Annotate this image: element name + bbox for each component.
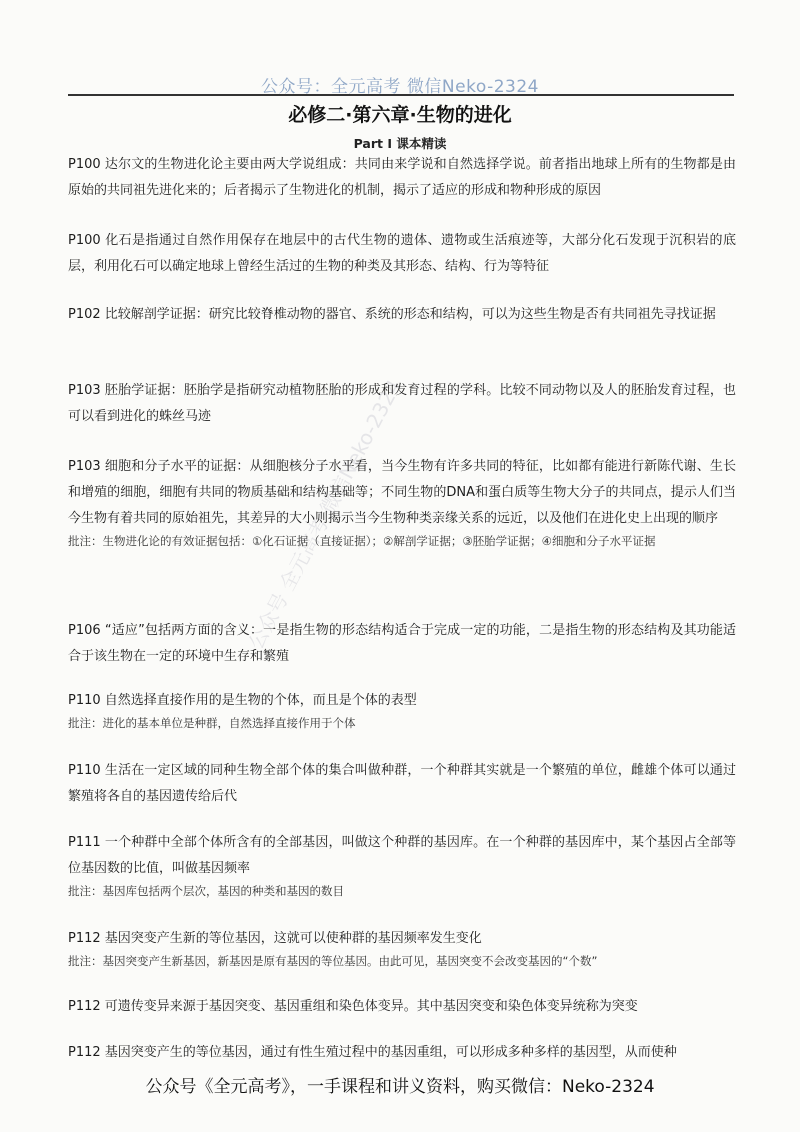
- entry-p100-fossil: [68, 228, 736, 280]
- document-page: 公众号：全元高考 微信Neko-2324 必修二·第六章·生物的进化 Part I 课本精读 公众号 全元高考 微信Neko-2324 P100 达尔文的生物进化论主要由两大学说组成：共同由来学说和自然选择学说。前者指出地球上所有的生物都是由原始的共同祖先进化来的；后者揭示了生物进化的机制，揭示了适应的形成和物种形成的原因 P100 化石是指通过自然作用保存在地层中的古代生物的遗体、遗物或生活痕迹等，大部分化石发现于沉积岩的底层，利用化石可以确定地球上曾经生活过的生物的种类及其形态、结构、行为等特征 P102 比较解剖学证据：研究比较脊椎动物的器官、系统的形态和结构，可以为这些生物是否有共同祖先寻找证据 P103 胚胎学证据：胚胎学是指研究动植物胚胎的形成和发育过程的学科。比较不同动物以及人的胚胎发育过程，也可以看到进化的蛛丝马迹 P103 细胞和分子水平的证据：从细胞核分子水平看，当今生物有许多共同的特征，比如都有能进行新陈代谢、生长和增殖的细胞，细胞有共同的物质基础和结构基础等；不同生物的DNA和蛋白质等生物大分子的共同点，提示人们当今生物有着共同的原始祖先，其差异的大小则揭示当今生物种类亲缘关系的远近，以及他们在进化史上出现的顺序 批注：生物进化论的有效证据包括：①化石证据（直接证据）；②解剖学证据；③胚胎学证据；④细胞和分子水平证据 P106 “适应”包括两方面的含义：一是指生物的形态结构适合于完成一定的功能，二是指生物的形态结构及其功能适合于该生物在一定的环境中生存和繁殖 P110 自然选择直接作用的是生物的个体，而且是个体的表型 批注：进化的基本单位是种群，自然选择直接作用于个体 P110 生活在一定区域的同种生物全部个体的集合叫做种群，一个种群其实就是一个繁殖的单位，雌雄个体可以通过繁殖将各自的基因遗传给后代 P111 一个种群中全部个体所含有的全部基因，叫做这个种群的基因库。在一个种群的基因库中，某个基因占全部等位基因数的比值，叫做基因频率 批注：基因库包括两个层次，基因的种类和基因的数目 P112 基因突变产生新的等位基因，这就可以使种群的基因频率发生变化 批注：基因突变产生新基因，新基因是原有基因的等位基因。由此可见，基因突变不会改变基因的“个数” P112 可遗传变异来源于基因突变、基因重组和染色体变异。其中基因突变和染色体变异统称为突变 P112 基因突变产生的等位基因，通过有性生殖过程中的基因重组，可以形成多种多样的基因型，从而使种 公众号《全元高考》，一手课程和讲义资料，购买微信：Neko-2324: [0, 0, 800, 1132]
- entry-p111-gene-pool: [68, 830, 736, 901]
- entry-text: P100 化石是指通过自然作用保存在地层中的古代生物的遗体、遗物或生活痕迹等，大部分化石发现于沉积岩的底层，利用化石可以确定地球上曾经生活过的生物的种类及其形态、结构、行为等特征: [68, 233, 736, 274]
- entry-text: P100 达尔文的生物进化论主要由两大学说组成：共同由来学说和自然选择学说。前者指出地球上所有的生物都是由原始的共同祖先进化来的；后者揭示了生物进化的机制，揭示了适应的形成和物种形成的原因: [68, 157, 736, 198]
- entry-p106-adaptation: [68, 618, 736, 670]
- entry-note: 批注：基因库包括两个层次，基因的种类和基因的数目: [68, 884, 344, 898]
- section-subtitle: Part I 课本精读: [353, 136, 447, 151]
- header-rule: [68, 94, 734, 96]
- entry-text: P103 细胞和分子水平的证据：从细胞核分子水平看，当今生物有许多共同的特征，比如都有能进行新陈代谢、生长和增殖的细胞，细胞有共同的物质基础和结构基础等；不同生物的DNA和蛋白质等生物大分子的共同点，提示人们当今生物有着共同的原始祖先，其差异的大小则揭示当今生物种类亲缘关系的远近，以及他们在进化史上出现的顺序: [68, 459, 736, 526]
- entry-p100-darwin: [68, 152, 736, 204]
- entry-p110-selection: [68, 688, 736, 733]
- entry-text: P112 基因突变产生新的等位基因，这就可以使种群的基因频率发生变化: [68, 931, 482, 946]
- entry-text: P106 “适应”包括两方面的含义：一是指生物的形态结构适合于完成一定的功能，二是指生物的形态结构及其功能适合于该生物在一定的环境中生存和繁殖: [68, 623, 736, 664]
- entry-text: P110 自然选择直接作用的是生物的个体，而且是个体的表型: [68, 693, 417, 708]
- top-watermark: 公众号：全元高考 微信Neko-2324: [261, 77, 539, 97]
- entry-p110-population: [68, 758, 736, 810]
- entry-note: 批注：基因突变产生新基因，新基因是原有基因的等位基因。由此可见，基因突变不会改变基因的“个数”: [68, 954, 598, 968]
- page-title: 必修二·第六章·生物的进化: [288, 104, 512, 126]
- entry-text: P103 胚胎学证据：胚胎学是指研究动植物胚胎的形成和发育过程的学科。比较不同动物以及人的胚胎发育过程，也可以看到进化的蛛丝马迹: [68, 383, 736, 424]
- entry-note: 批注：生物进化论的有效证据包括：①化石证据（直接证据）；②解剖学证据；③胚胎学证据；④细胞和分子水平证据: [68, 534, 656, 548]
- entry-text: P111 一个种群中全部个体所含有的全部基因，叫做这个种群的基因库。在一个种群的基因库中，某个基因占全部等位基因数的比值，叫做基因频率: [68, 835, 736, 876]
- entry-text: P110 生活在一定区域的同种生物全部个体的集合叫做种群，一个种群其实就是一个繁殖的单位，雌雄个体可以通过繁殖将各自的基因遗传给后代: [68, 763, 736, 804]
- entry-note: 批注：进化的基本单位是种群，自然选择直接作用于个体: [68, 716, 356, 730]
- entry-text: P102 比较解剖学证据：研究比较脊椎动物的器官、系统的形态和结构，可以为这些生物是否有共同祖先寻找证据: [68, 307, 716, 322]
- entry-p112-recombination: [68, 1040, 736, 1066]
- entry-p112-variation: [68, 994, 736, 1020]
- entry-p103-molecular: [68, 454, 736, 551]
- entry-p102-anatomy: [68, 302, 736, 328]
- entry-text: P112 基因突变产生的等位基因，通过有性生殖过程中的基因重组，可以形成多种多样的基因型，从而使种: [68, 1045, 677, 1060]
- entry-p103-embryology: [68, 378, 736, 430]
- entry-p112-mutation: [68, 926, 736, 971]
- entry-text: P112 可遗传变异来源于基因突变、基因重组和染色体变异。其中基因突变和染色体变异统称为突变: [68, 999, 638, 1014]
- footer-watermark: 公众号《全元高考》，一手课程和讲义资料，购买微信：Neko-2324: [145, 1077, 655, 1097]
